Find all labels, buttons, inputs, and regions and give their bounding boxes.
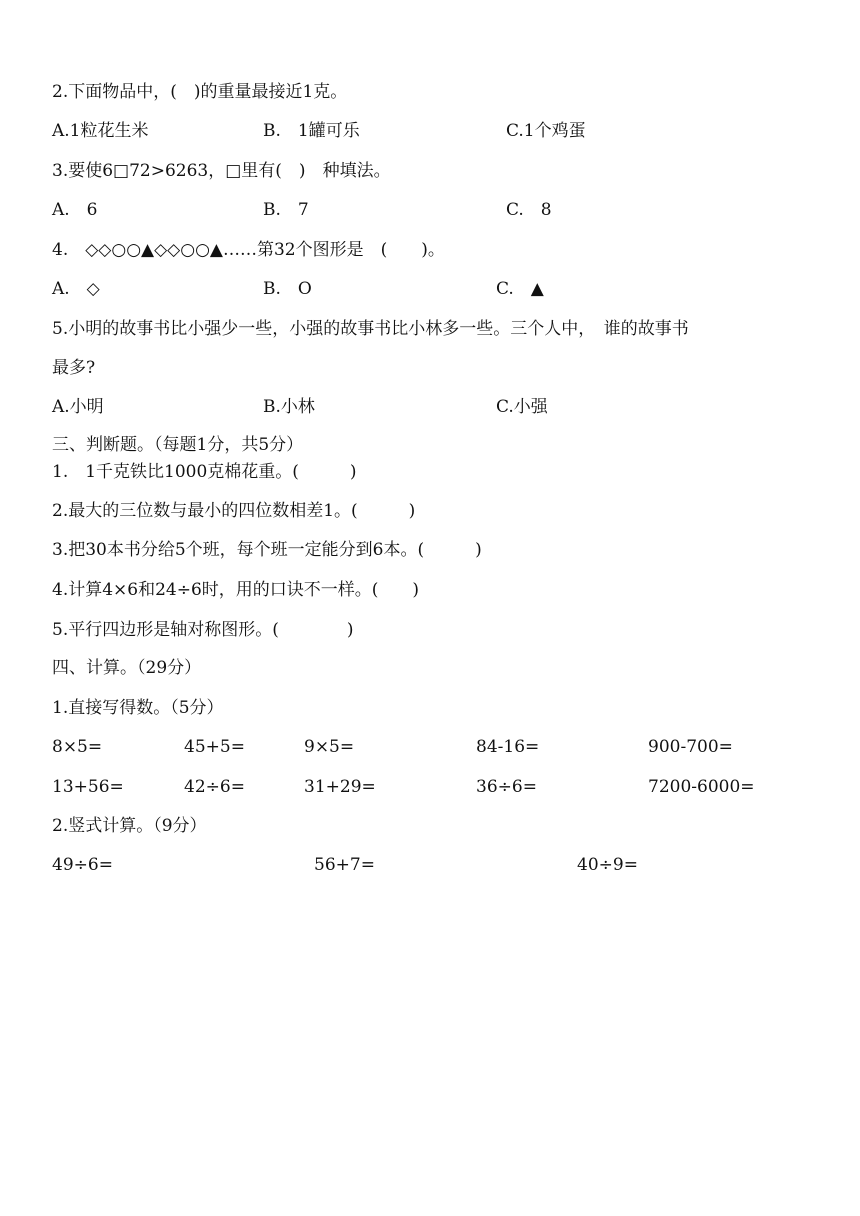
question-2-option-a: A.1粒花生米 — [52, 121, 149, 141]
vertical-calc-item: 56+7= — [314, 855, 375, 875]
calc-item: 42÷6= — [184, 777, 245, 797]
calc-item: 36÷6= — [476, 777, 537, 797]
question-4-stem: 4. ◇◇○○▲◇◇○○▲……第32个图形是 ( )。 — [52, 240, 445, 260]
question-2-option-c: C.1个鸡蛋 — [506, 121, 586, 141]
question-3-option-b: B. 7 — [263, 200, 309, 220]
question-3-option-a: A. 6 — [52, 200, 98, 220]
calc-item: 9×5= — [304, 737, 355, 757]
question-5-option-a: A.小明 — [52, 397, 104, 417]
question-3-option-c: C. 8 — [506, 200, 552, 220]
calc-item: 84-16= — [476, 737, 540, 757]
vertical-calc-item: 49÷6= — [52, 855, 113, 875]
judgment-item-4: 4.计算4×6和24÷6时，用的口诀不一样。( ) — [52, 580, 420, 600]
question-4-option-b: B. O — [263, 279, 312, 299]
question-2-stem: 2.下面物品中，( )的重量最接近1克。 — [52, 82, 348, 102]
question-5-option-b: B.小林 — [263, 397, 315, 417]
calc-item: 900-700= — [648, 737, 733, 757]
vertical-calc-item: 40÷9= — [577, 855, 638, 875]
calc-item: 8×5= — [52, 737, 103, 757]
calc-item: 13+56= — [52, 777, 124, 797]
question-5-option-c: C.小强 — [496, 397, 548, 417]
question-3-stem: 3.要使6□72>6263，□里有( ) 种填法。 — [52, 161, 391, 181]
judgment-item-1: 1. 1千克铁比1000克棉花重。( ) — [52, 462, 357, 482]
judgment-item-5: 5.平行四边形是轴对称图形。( ) — [52, 620, 354, 640]
calc-part-1-heading: 1.直接写得数。（5分） — [52, 698, 224, 718]
calc-item: 7200-6000= — [648, 777, 755, 797]
question-4-option-c: C. ▲ — [496, 279, 544, 299]
calc-part-2-heading: 2.竖式计算。（9分） — [52, 816, 207, 836]
section-4-heading: 四、计算。（29分） — [52, 658, 202, 678]
section-3-heading: 三、判断题。（每题1分，共5分） — [52, 435, 304, 455]
judgment-item-2: 2.最大的三位数与最小的四位数相差1。( ) — [52, 501, 416, 521]
judgment-item-3: 3.把30本书分给5个班，每个班一定能分到6本。( ) — [52, 540, 482, 560]
calc-item: 31+29= — [304, 777, 376, 797]
calc-item: 45+5= — [184, 737, 245, 757]
question-5-stem-line2: 最多? — [52, 358, 96, 378]
question-5-stem-line1: 5.小明的故事书比小强少一些，小强的故事书比小林多一些。三个人中， 谁的故事书 — [52, 319, 689, 339]
question-2-option-b: B. 1罐可乐 — [263, 121, 360, 141]
question-4-option-a: A. ◇ — [52, 279, 100, 299]
